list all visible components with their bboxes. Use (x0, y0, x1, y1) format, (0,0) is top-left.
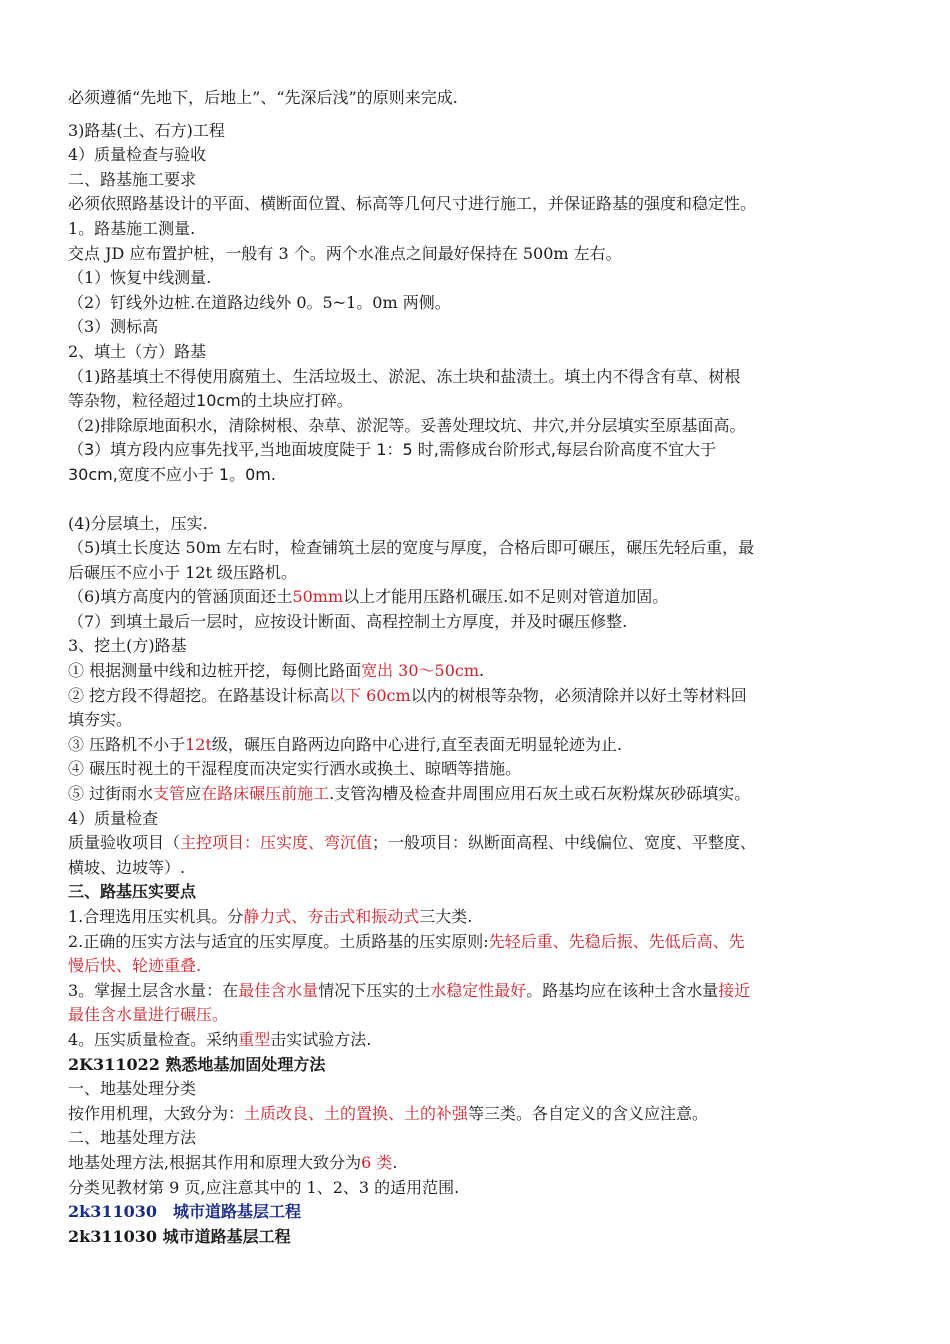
text-run: 质量验收项目（ (68, 833, 181, 853)
text-run: ① 根据测量中线和边桩开挖，每侧比路面 (68, 661, 362, 681)
highlight-text: 先轻后重、先稳后振、先低后高、先 (488, 931, 745, 951)
highlight-text: 6 类 (361, 1152, 393, 1172)
list-item (68, 684, 898, 709)
highlight-text: 土质改良、土的置换、土的补强 (244, 1103, 469, 1123)
text-run: 应 (185, 784, 202, 804)
list-item: （3）填方段内应事先找平,当地面坡度陡于 1：5 时,需修成台阶形式,每层台阶高度不宜大于 (68, 440, 716, 460)
list-item-continued: 后碾压不应小于 12t 级压路机。 (68, 562, 297, 582)
text-run: ；一般项目：纵断面高程、中线偏位、宽度、平整度、 (372, 833, 757, 853)
text-run: 4。压实质量检查。采纳 (68, 1029, 239, 1049)
list-item (68, 782, 898, 807)
paragraph-continued: 横坡、边坡等）. (68, 857, 186, 877)
list-item: （1）恢复中线测量. (68, 268, 212, 288)
highlight-text: 接近 (718, 980, 751, 1000)
list-item: （7）到填土最后一层时，应按设计断面、高程控制土方厚度，并及时碾压修整. (68, 611, 628, 631)
paragraph (68, 1102, 898, 1127)
highlight-text: 静力式、夯击式和振动式 (243, 907, 420, 926)
highlight-text: 在路床碾压前施工 (201, 784, 330, 804)
text-run: （6)填方高度内的管涵顶面还土 (68, 587, 293, 607)
highlight-text: 重型 (238, 1029, 271, 1049)
text-run: . (479, 661, 485, 681)
text-run: ③ 压路机不小于 (68, 734, 186, 754)
section-heading: 2k311030 城市道路基层工程 (68, 1226, 291, 1246)
text-run: .支管沟槽及检查井周围应用石灰土或石灰粉煤灰砂砾填实。 (329, 784, 751, 804)
text-run: 等三类。各自定义的含义应注意。 (468, 1103, 709, 1123)
list-item: 3)路基(土、石方)工程 (68, 120, 225, 140)
text-run: 1.合理选用压实机具。分 (68, 907, 244, 926)
text-run: 。路基均应在该种土含水量 (526, 980, 719, 1000)
highlight-text: 12t (185, 734, 212, 754)
highlight-text: 支管 (153, 784, 186, 804)
list-item: ④ 碾压时视土的干湿程度而决定实行洒水或换土、晾晒等措施。 (68, 759, 522, 779)
text-run: 击实试验方法. (270, 1029, 372, 1049)
list-item: （3）测标高 (68, 317, 159, 337)
section-heading: 2k311030 城市道路基层工程 (68, 1202, 302, 1222)
list-item: （1)路基填土不得使用腐殖土、生活垃圾土、淤泥、冻土块和盐渍土。填土内不得含有草、树根 (68, 366, 741, 386)
highlight-text: 最佳含水量 (238, 980, 319, 1000)
subsection-heading: 3、挖土(方)路基 (68, 636, 187, 656)
list-item (68, 1028, 898, 1053)
subsection-heading: 二、地基处理方法 (68, 1128, 197, 1148)
paragraph (68, 831, 898, 856)
subsection-heading: 一、地基处理分类 (68, 1079, 197, 1099)
paragraph: 交点 JD 应布置护桩，一般有 3 个。两个水准点之间最好保持在 500m 左右。 (68, 243, 622, 263)
text-run: 级，碾压自路两边向路中心进行,直至表面无明显轮迹为止. (211, 734, 623, 754)
list-item-continued: 最佳含水量进行碾压。 (68, 1005, 229, 1025)
highlight-text: 以下 60cm (329, 685, 411, 705)
text-run: 地基处理方法,根据其作用和原理大致分为 (68, 1152, 362, 1172)
text-run: 10cm (196, 391, 241, 411)
document-body (68, 86, 898, 1249)
paragraph (68, 1151, 898, 1176)
section-heading: 2K311022 熟悉地基加固处理方法 (68, 1054, 326, 1074)
text-run: 按作用机理，大致分为： (68, 1103, 245, 1123)
list-item-continued: 30cm,宽度不应小于 1。0m. (68, 464, 276, 484)
subsection-heading: 1。路基施工测量. (68, 218, 196, 238)
section-heading: 二、路基施工要求 (68, 169, 197, 189)
text-run: 等杂物，粒径超过 (68, 391, 197, 411)
list-item (68, 733, 898, 758)
text-run: 以上才能用压路机碾压.如不足则对管道加固。 (343, 587, 669, 607)
text-run: 3。掌握土层含水量：在 (68, 980, 239, 1000)
paragraph: 分类见教材第 9 页,应注意其中的 1、2、3 的适用范围. (68, 1177, 460, 1197)
paragraph: 必须依照路基设计的平面、横断面位置、标高等几何尺寸进行施工，并保证路基的强度和稳定性。 (68, 194, 757, 214)
list-item: 4）质量检查与验收 (68, 145, 207, 165)
highlight-text: 主控项目：压实度、弯沉值 (180, 833, 373, 853)
list-item-continued: 慢后快、轮迹重叠. (68, 956, 202, 976)
highlight-text: 50mm (292, 587, 344, 607)
highlight-text: 水稳定性最好 (430, 980, 527, 1000)
list-item (68, 585, 898, 610)
text-run: . (392, 1152, 398, 1172)
subsection-heading: 4）质量检查 (68, 808, 159, 828)
list-item-continued: 填夯实。 (68, 710, 133, 730)
list-item (68, 979, 898, 1004)
list-item (68, 905, 898, 930)
section-heading: 三、路基压实要点 (68, 882, 197, 902)
list-item: (4)分层填土，压实. (68, 513, 208, 533)
highlight-text: 宽出 30～50cm (361, 661, 480, 681)
paragraph: 必须遵循“先地下，后地上”、“先深后浅”的原则来完成. (68, 88, 458, 107)
text-run: 的土块应打碎。 (240, 391, 353, 411)
list-item (68, 659, 898, 684)
text-run: 2.正确的压实方法与适宜的压实厚度。土质路基的压实原则: (68, 931, 489, 951)
list-item: （2）钉线外边桩.在道路边线外 0。5~1。0m 两侧。 (68, 292, 451, 312)
text-run: 三大类. (419, 907, 473, 926)
text-run: 情况下压实的土 (318, 980, 431, 1000)
text-run: ② 挖方段不得超挖。在路基设计标高 (68, 685, 330, 705)
text-run: 以内的树根等杂物，必须清除并以好土等材料回 (410, 685, 747, 705)
list-item: （5)填土长度达 50m 左右时，检查铺筑土层的宽度与厚度，合格后即可碾压，碾压先轻后重，最 (68, 538, 755, 558)
list-item-continued (68, 389, 898, 414)
subsection-heading: 2、填土（方）路基 (68, 341, 207, 361)
list-item: （2)排除原地面积水，清除树根、杂草、淤泥等。妥善处理坟坑、井穴,并分层填实至原基面高。 (68, 415, 746, 435)
text-run: ⑤ 过街雨水 (68, 784, 154, 804)
list-item (68, 930, 898, 955)
